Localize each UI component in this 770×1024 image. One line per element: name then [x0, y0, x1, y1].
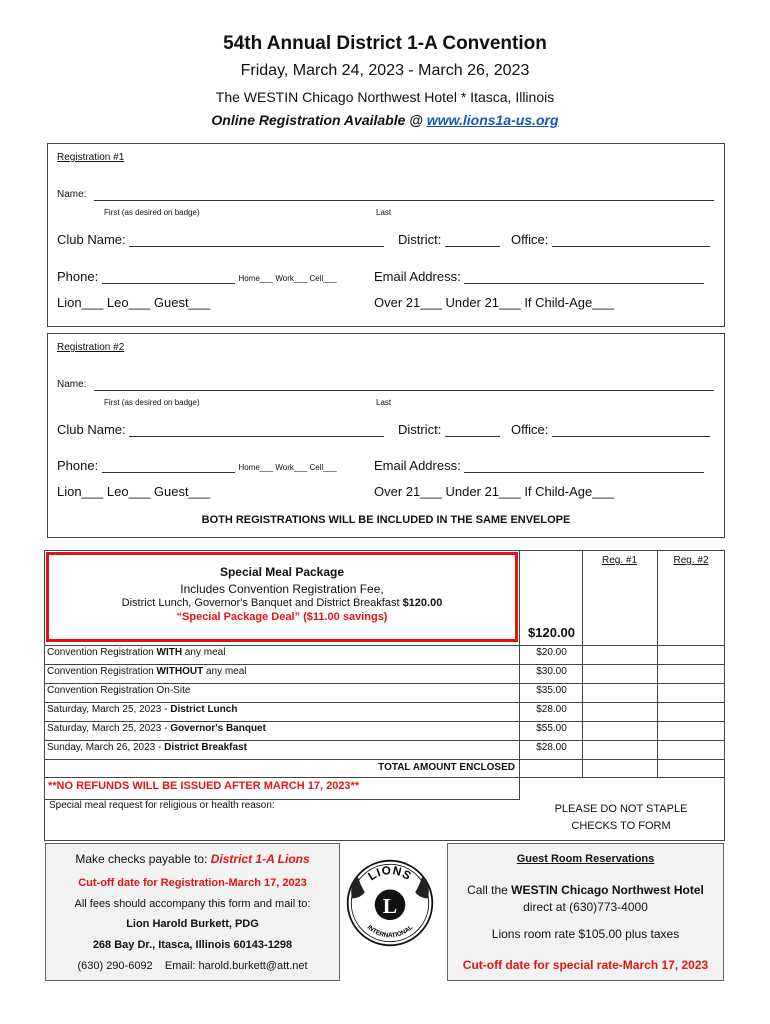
meal-table: [44, 550, 725, 841]
office-label: Office:: [511, 232, 549, 247]
name-field[interactable]: [94, 200, 714, 201]
club-name-row: [57, 232, 384, 247]
email-label: Email Address:: [374, 269, 461, 284]
payable-to-name: District 1-A Lions: [210, 852, 310, 866]
email-field[interactable]: [464, 272, 704, 284]
registration-website-link[interactable]: www.lions1a-us.org: [426, 112, 559, 128]
hotel-rate-cutoff: Cut-off date for special rate-March 17, 2023: [462, 958, 709, 972]
meal-price-4: $28.00: [536, 704, 567, 715]
package-details: [49, 597, 515, 609]
office-row: [511, 232, 710, 247]
special-meal-request-label: Special meal request for religious or health reason:: [49, 800, 275, 811]
meal-row-text: any meal: [182, 647, 226, 658]
meal-row-text: Convention Registration: [47, 647, 157, 658]
phone-field[interactable]: [102, 461, 235, 473]
contact-name: Lion Harold Burkett, PDG: [126, 918, 259, 930]
hotel-call-label: Call the: [467, 883, 512, 897]
phone-row: [57, 458, 337, 473]
hotel-call-line: [448, 883, 723, 897]
district-field[interactable]: [445, 235, 500, 247]
meal-row-text: Saturday, March 25, 2023 -: [47, 723, 171, 734]
mailing-address: 268 Bay Dr., Itasca, Illinois 60143-1298: [92, 939, 293, 951]
last-name-hint: Last: [376, 208, 392, 217]
member-type-options[interactable]: Lion___ Leo___ Guest___: [57, 295, 211, 310]
package-deal: “Special Package Deal” ($11.00 savings): [176, 611, 388, 623]
club-name-label: Club Name:: [57, 422, 126, 437]
meal-row-bold: Governor's Banquet: [170, 723, 266, 734]
meal-price-1: $20.00: [536, 647, 567, 658]
age-options[interactable]: Over 21___ Under 21___ If Child-Age___: [374, 295, 614, 310]
online-registration: [0, 112, 770, 128]
phone-type-options[interactable]: Home___ Work___ Cell___: [238, 463, 337, 472]
reg2-column-header: Reg. #2: [673, 555, 709, 566]
package-inline-price: $120.00: [402, 597, 443, 609]
email-row: [374, 458, 704, 473]
district-field[interactable]: [445, 425, 500, 437]
contact-email[interactable]: Email: harold.burkett@att.net: [164, 960, 308, 972]
meal-price-5: $55.00: [536, 723, 567, 734]
meal-price-2: $30.00: [536, 666, 567, 677]
registration-1-box: [47, 143, 725, 327]
club-name-field[interactable]: [129, 425, 384, 437]
no-staple-line-2: CHECKS TO FORM: [571, 820, 671, 832]
row-divider: [45, 683, 725, 684]
meal-row-bold: WITHOUT: [156, 666, 204, 677]
hotel-room-rate: Lions room rate $105.00 plus taxes: [491, 927, 680, 941]
payable-to-label: Make checks payable to:: [75, 852, 211, 866]
office-row: [511, 422, 710, 437]
package-price: $120.00: [528, 625, 575, 640]
no-refunds-notice: **NO REFUNDS WILL BE ISSUED AFTER MARCH 17, 2023**: [48, 780, 360, 792]
package-details-text: District Lunch, Governor's Banquet and District Breakfast: [121, 597, 403, 609]
meal-row-3: [47, 685, 190, 696]
club-name-field[interactable]: [129, 235, 384, 247]
meal-row-2: [47, 666, 247, 677]
total-amount-label: TOTAL AMOUNT ENCLOSED: [378, 762, 515, 773]
member-type-options[interactable]: Lion___ Leo___ Guest___: [57, 484, 211, 499]
online-registration-label: Online Registration Available @: [211, 112, 427, 128]
payment-info-box: [45, 843, 340, 981]
phone-label: Phone:: [57, 458, 99, 473]
name-field[interactable]: [94, 390, 714, 391]
meal-row-6: [47, 742, 247, 753]
no-staple-line-1: PLEASE DO NOT STAPLE: [554, 803, 688, 815]
payable-to-line: [46, 852, 339, 866]
row-divider: [45, 702, 725, 703]
row-divider: [45, 777, 725, 778]
row-divider: [45, 759, 725, 760]
name-label: Name:: [57, 189, 87, 200]
convention-dates: Friday, March 24, 2023 - March 26, 2023: [240, 62, 530, 79]
logo-letter: L: [382, 893, 398, 918]
phone-label: Phone:: [57, 269, 99, 284]
meal-row-bold: WITH: [156, 647, 183, 658]
row-divider: [45, 721, 725, 722]
district-row: [398, 232, 500, 247]
hotel-phone: direct at (630)773-4000: [523, 900, 648, 914]
row-divider: [45, 664, 725, 665]
email-label: Email Address:: [374, 458, 461, 473]
meal-row-bold: District Lunch: [170, 704, 238, 715]
phone-field[interactable]: [102, 272, 235, 284]
meal-row-4: [47, 704, 237, 715]
email-row: [374, 269, 704, 284]
meal-row-text: Sunday, March 26, 2023 -: [47, 742, 165, 753]
registration-1-title: Registration #1: [57, 152, 125, 163]
meal-row-text: any meal: [203, 666, 247, 677]
envelope-note: BOTH REGISTRATIONS WILL BE INCLUDED IN THE SAME ENVELOPE: [201, 514, 571, 526]
phone-row: [57, 269, 337, 284]
phone-type-options[interactable]: Home___ Work___ Cell___: [238, 274, 337, 283]
meal-row-5: [47, 723, 266, 734]
logo-bottom-text: INTERNATIONAL: [365, 923, 415, 940]
mail-instructions: All fees should accompany this form and mail to:: [74, 898, 311, 910]
district-row: [398, 422, 500, 437]
first-name-hint: First (as desired on badge): [104, 398, 200, 407]
registration-2-box: [47, 333, 725, 538]
club-name-label: Club Name:: [57, 232, 126, 247]
special-meal-package: [46, 552, 518, 642]
contact-line: [46, 959, 339, 973]
office-field[interactable]: [552, 425, 710, 437]
club-name-row: [57, 422, 384, 437]
name-label: Name:: [57, 379, 87, 390]
registration-2-title: Registration #2: [57, 342, 125, 353]
row-divider: [45, 645, 725, 646]
form-title: 54th Annual District 1-A Convention: [223, 33, 547, 54]
age-options[interactable]: Over 21___ Under 21___ If Child-Age___: [374, 484, 614, 499]
package-includes: Includes Convention Registration Fee,: [180, 582, 384, 596]
district-label: District:: [398, 232, 442, 247]
last-name-hint: Last: [376, 398, 392, 407]
first-name-hint: First (as desired on badge): [104, 208, 200, 217]
meal-row-text: Saturday, March 25, 2023 -: [47, 704, 171, 715]
email-field[interactable]: [464, 461, 704, 473]
meal-row-bold: District Breakfast: [164, 742, 247, 753]
convention-venue: The WESTIN Chicago Northwest Hotel * Itasca, Illinois: [215, 89, 555, 105]
lions-logo: [345, 858, 435, 948]
district-label: District:: [398, 422, 442, 437]
row-divider: [45, 740, 725, 741]
package-title: Special Meal Package: [219, 565, 345, 579]
contact-phone: (630) 290-6092: [77, 960, 153, 972]
logo-top-text: LIONS: [365, 863, 414, 884]
no-staple-notice: [517, 801, 725, 835]
meal-row-text: Convention Registration: [47, 666, 157, 677]
meal-price-3: $35.00: [536, 685, 567, 696]
meal-row-text: Convention Registration On-Site: [47, 685, 191, 696]
meal-row-1: [47, 647, 225, 658]
hotel-info-box: [447, 843, 724, 981]
meal-price-6: $28.00: [536, 742, 567, 753]
hotel-name: WESTIN Chicago Northwest Hotel: [511, 883, 704, 897]
registration-cutoff: Cut-off date for Registration-March 17, 2023: [78, 877, 307, 889]
office-label: Office:: [511, 422, 549, 437]
hotel-title: Guest Room Reservations: [516, 853, 655, 865]
grid-divider: [519, 551, 520, 646]
reg1-column-header: Reg. #1: [601, 555, 638, 566]
office-field[interactable]: [552, 235, 710, 247]
